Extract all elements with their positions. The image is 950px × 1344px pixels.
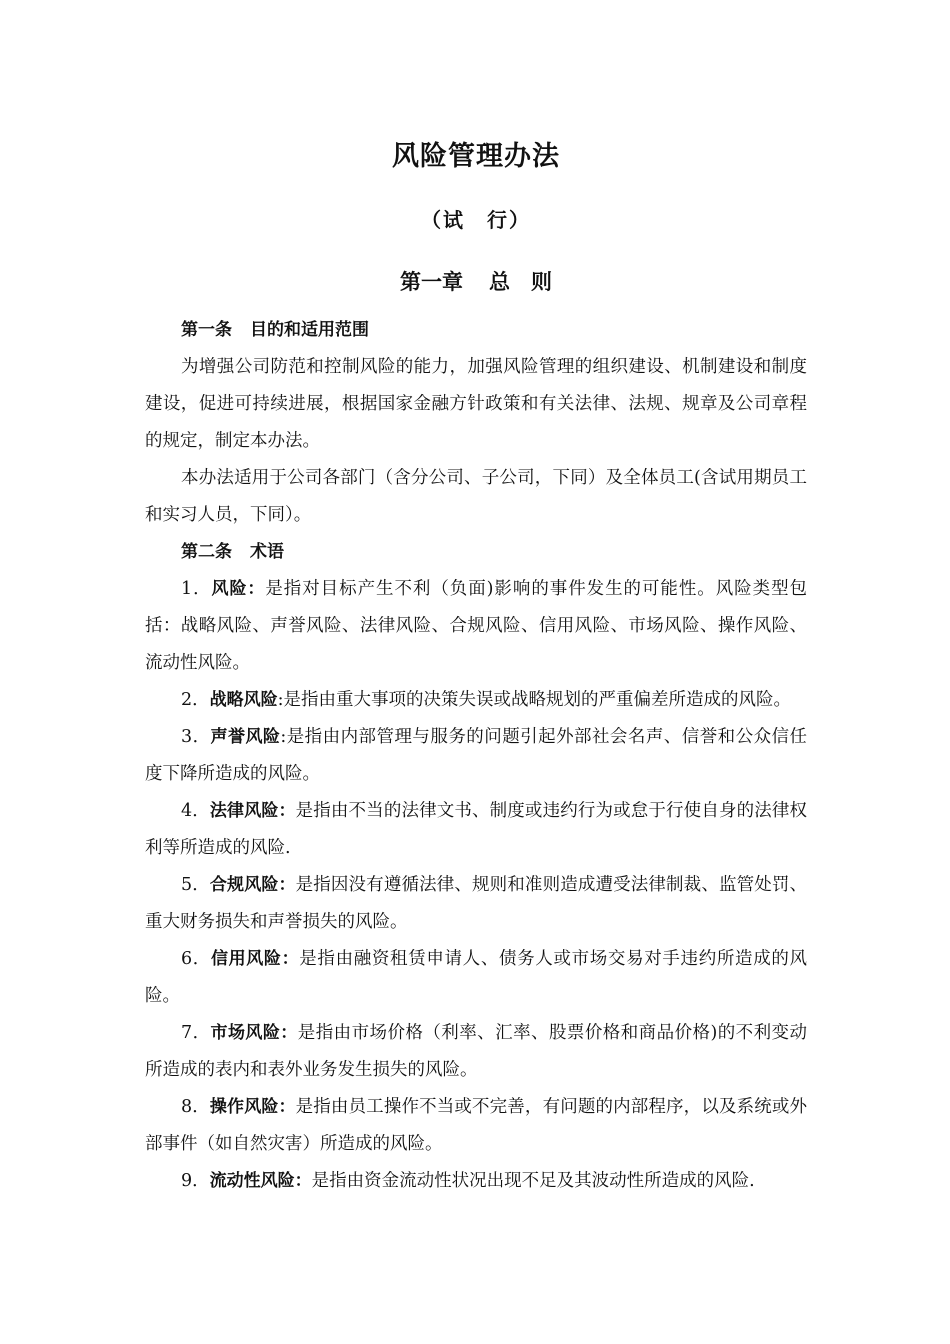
term-number: 3．: [181, 727, 211, 747]
article-number: 第一条: [181, 320, 232, 340]
term-number: 9．: [181, 1171, 210, 1191]
term-item: [145, 682, 807, 719]
term-definition: :是指由重大事项的决策失误或战略规划的严重偏差所造成的风险。: [277, 690, 792, 710]
chapter-title: [145, 266, 807, 296]
term-definition: :是指由内部管理与服务的问题引起外部社会名声、信誉和公众信任度下降所造成的风险。: [145, 727, 807, 784]
term-definition: 是指由不当的法律文书、制度或违约行为或怠于行使自身的法律权利等所造成的风险.: [145, 801, 808, 858]
term-item: [145, 719, 807, 793]
term-item: [145, 1089, 807, 1163]
term-definition: 是指因没有遵循法律、规则和准则造成遭受法律制裁、监管处罚、重大财务损失和声誉损失的风险。: [145, 875, 808, 932]
chapter-name: 总 则: [489, 270, 552, 294]
article-2-heading: [145, 534, 807, 571]
chapter-number: 第一章: [400, 270, 463, 294]
article-heading: 术语: [250, 542, 284, 562]
term-name: 信用风险：: [210, 949, 300, 969]
article-1-heading: [145, 312, 807, 349]
article-number: 第二条: [181, 542, 232, 562]
term-item: [145, 941, 807, 1015]
term-item: [145, 867, 807, 941]
term-number: 7．: [181, 1023, 211, 1043]
term-number: 2．: [181, 690, 210, 710]
term-definition: 是指由融资租赁申请人、债务人或市场交易对手违约所造成的风险。: [145, 949, 808, 1006]
term-name: 声誉风险: [210, 727, 281, 747]
term-definition: 是指由员工操作不当或不完善，有问题的内部程序，以及系统或外部事件（如自然灾害）所造成的风险。: [145, 1097, 808, 1154]
document-subtitle: （试 行）: [421, 208, 531, 232]
document-title: 风险管理办法: [392, 141, 560, 172]
term-name: 法律风险：: [209, 801, 296, 821]
term-number: 4．: [181, 801, 210, 821]
term-name: 风险：: [211, 579, 266, 599]
term-name: 战略风险: [209, 690, 278, 710]
document-body: [145, 312, 807, 1200]
term-item: [145, 793, 807, 867]
term-definition: 是指由市场价格（利率、汇率、股票价格和商品价格)的不利变动所造成的表内和表外业务发生损失的风险。: [145, 1023, 808, 1080]
term-item: [145, 571, 807, 682]
term-number: 8．: [181, 1097, 210, 1117]
term-number: 5．: [181, 875, 210, 895]
term-number: 1．: [181, 579, 212, 599]
term-name: 流动性风险：: [209, 1171, 312, 1191]
term-item: [145, 1015, 807, 1089]
term-definition: 是指对目标产生不利（负面)影响的事件发生的可能性。风险类型包括：战略风险、声誉风险、法律风险、合规风险、信用风险、市场风险、操作风险、流动性风险。: [145, 579, 808, 673]
term-definition: 是指由资金流动性状况出现不足及其波动性所造成的风险.: [311, 1171, 755, 1191]
term-item: [145, 1163, 807, 1200]
term-name: 市场风险：: [210, 1023, 298, 1043]
article-heading: 目的和适用范围: [250, 320, 369, 340]
article-1-paragraph: 本办法适用于公司各部门（含分公司、子公司，下同）及全体员工(含试用期员工和实习人员，下同）。: [145, 468, 807, 525]
article-1-paragraph: 为增强公司防范和控制风险的能力，加强风险管理的组织建设、机制建设和制度建设，促进可持续进展，根据国家金融方针政策和有关法律、法规、规章及公司章程的规定，制定本办法。: [145, 357, 807, 451]
term-name: 操作风险：: [209, 1097, 296, 1117]
term-number: 6．: [181, 949, 211, 969]
term-name: 合规风险：: [209, 875, 296, 895]
